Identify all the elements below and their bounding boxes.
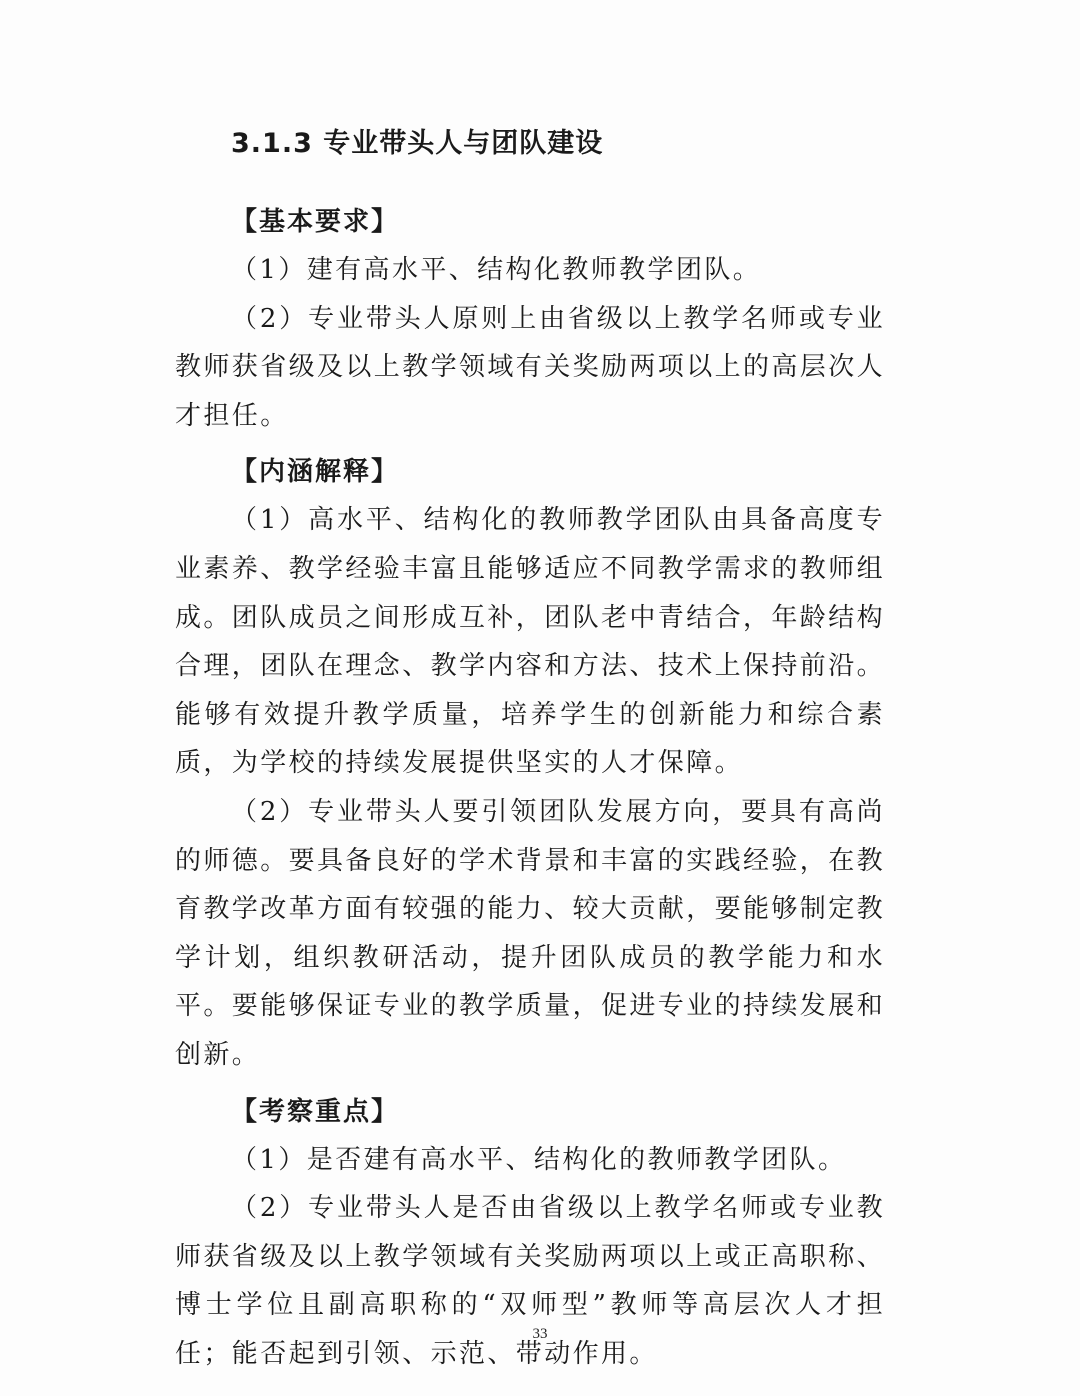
inspection-focus-paragraph: （2）专业带头人是否由省级以上教学名师或专业教师获省级及以上教学领域有关奖励两项以上或正高职称、博士学位且副高职称的“双师型”教师等高层次人才担任；能否起到引领、示范、带动作用。 bbox=[175, 1193, 886, 1369]
inspection-focus-title: 【考察重点】 bbox=[231, 1096, 400, 1127]
connotation-paragraph: （1）高水平、结构化的教师教学团队由具备高度专业素养、教学经验丰富且能够适应不同教学需求的教师组成。团队成员之间形成互补，团队老中青结合，年龄结构合理，团队在理念、教学内容和方法、技术上保持前沿。能够有效提升教学质量，培养学生的创新能力和综合素质，为学校的持续发展提供坚实的人才保障。 bbox=[175, 505, 886, 779]
basic-requirement-paragraph: （1）建有高水平、结构化教师教学团队。 bbox=[231, 255, 762, 285]
page-number: 33 bbox=[532, 1326, 548, 1342]
page-content bbox=[175, 118, 885, 1378]
section-heading: 3.1.3 专业带头人与团队建设 bbox=[231, 128, 604, 159]
basic-requirement-paragraph: （2）专业带头人原则上由省级以上教学名师或专业教师获省级及以上教学领域有关奖励两项以上的高层次人才担任。 bbox=[175, 303, 886, 431]
connotation-paragraph: （2）专业带头人要引领团队发展方向，要具有高尚的师德。要具备良好的学术背景和丰富的实践经验，在教育教学改革方面有较强的能力、较大贡献，要能够制定教学计划，组织教研活动，提升团队成员的教学能力和水平。要能够保证专业的教学质量，促进专业的持续发展和创新。 bbox=[175, 796, 886, 1070]
inspection-focus-paragraph: （1）是否建有高水平、结构化的教师教学团队。 bbox=[231, 1144, 847, 1175]
connotation-explanation-title: 【内涵解释】 bbox=[231, 457, 400, 488]
basic-requirements-title: 【基本要求】 bbox=[231, 207, 400, 237]
